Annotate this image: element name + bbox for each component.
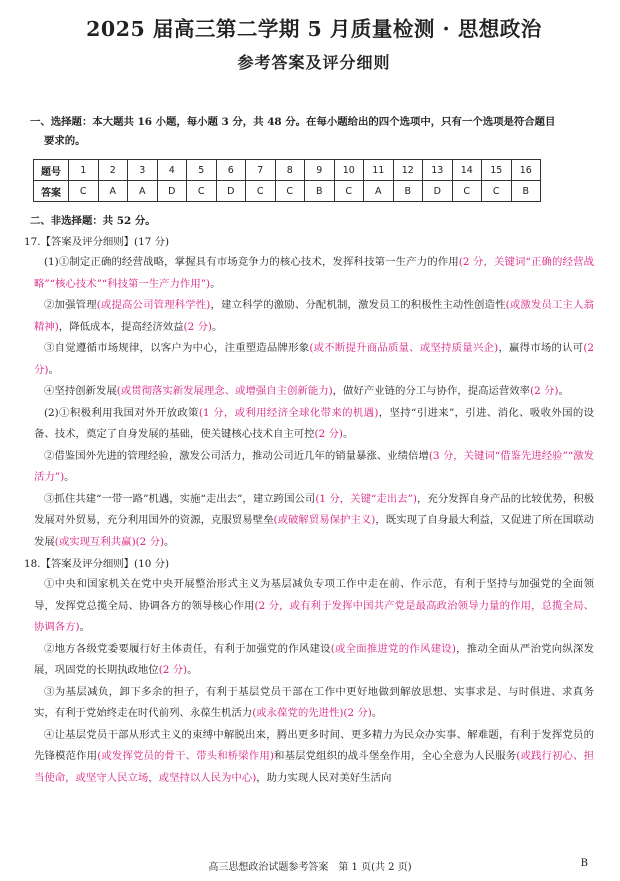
answer-cell: C (452, 181, 482, 202)
answer-cell: C (187, 181, 217, 202)
page-footer (0, 858, 620, 873)
q17-paragraph (34, 446, 594, 489)
answer-text: 。 (164, 535, 175, 548)
q18-paragraph (34, 639, 594, 682)
footer-version: B (580, 858, 588, 869)
answer-text: ③抓住共建“一带一路”机遇，实施“走出去”，建立跨国公司 (44, 492, 316, 505)
q17-paragraph (34, 403, 594, 446)
q17-paragraph (34, 338, 594, 381)
answer-text: ，充分发挥自身产品的比较优势，积极发展对外贸易，充分利用国外的资源，克服贸易壁垒 (34, 492, 594, 526)
scoring-note: (或破解贸易保护主义) (273, 514, 376, 526)
answer-text: (1)①制定正确的经营战略，掌握具有市场竞争力的核心技术，发挥科技第一生产力的作用 (44, 256, 459, 268)
answer-cell: D (423, 181, 453, 202)
answer-text: ④坚持创新发展 (44, 385, 117, 397)
answer-text: ③为基层减负，卸下多余的担子，有利于基层党员干部在工作中更好地做到解放思想、实事求是、与时俱进、求真务实，有利于党始终走在时代前列、永葆生机活力 (34, 685, 594, 719)
page-subtitle: 参考答案及评分细则 (237, 53, 391, 72)
q17-paragraph (34, 252, 594, 295)
question-number-cell: 7 (246, 160, 276, 181)
answer-cell: B (511, 181, 541, 202)
answer-text: ，降低成本，提高经济效益 (58, 320, 184, 333)
question-number-cell: 10 (334, 160, 364, 181)
q17-paragraph (34, 381, 594, 403)
answer-cell: C (69, 181, 99, 202)
scoring-note: (2 分) (314, 428, 343, 440)
answer-text: ①中央和国家机关在党中央开展整治形式主义为基层减负专项工作中走在前、作示范，有利于坚持与加强党的全面领导，发挥党总揽全局、协调各方的领导核心作用 (34, 578, 594, 612)
answer-text: 。 (211, 320, 223, 333)
scoring-note: (或提高公司管理科学性) (96, 299, 211, 311)
answer-text: 和基层党组织的战斗堡垒作用，全心全意为人民服务 (273, 750, 517, 762)
scoring-note: (2 分，或有利于发挥中国共产党是最高政治领导力量的作用，总揽全局、协调各方) (34, 599, 594, 633)
answer-cell: C (275, 181, 305, 202)
question-number-cell: 5 (187, 160, 217, 181)
answer-cell: C (482, 181, 512, 202)
answer-cell: C (334, 181, 364, 202)
scoring-note: (2 分) (158, 664, 188, 676)
question-number-cell: 6 (216, 160, 246, 181)
answer-text: 。 (371, 707, 383, 719)
answer-text: ②地方各级党委要履行好主体责任，有利于加强党的作风建设 (44, 642, 331, 655)
answer-cell: B (393, 181, 423, 202)
answer-cell: B (305, 181, 335, 202)
scoring-note: (或永葆党的先进性)(2 分) (252, 707, 372, 719)
row-label-answer: 答案 (34, 181, 69, 202)
answer-text: ，推动全面从严治党向纵深发展，巩固党的长期执政地位 (34, 642, 595, 676)
answer-cell: A (128, 181, 158, 202)
answer-text: ，坚持“引进来”，引进、消化、吸收外国的设备、技术，奠定了自身发展的基础，使关键核心技术自主可控 (34, 406, 594, 440)
q17-answer (34, 252, 594, 553)
answer-text: 。 (48, 363, 59, 376)
answer-text: 。 (187, 664, 198, 676)
answer-row (34, 181, 541, 202)
scoring-note: (1 分，关键“走出去”) (315, 492, 417, 505)
scoring-note: (2 分，关键词“正确的经营战略”“核心技术”“科技第一生产力作用”) (34, 256, 595, 290)
footer-page-info: 高三思想政治试题参考答案 第 1 页(共 2 页) (208, 862, 412, 873)
question-number-cell: 8 (275, 160, 305, 181)
row-label-question: 题号 (34, 160, 69, 181)
answer-text: 。 (558, 385, 569, 397)
answer-text: 。 (64, 471, 75, 483)
question-number-cell: 3 (128, 160, 158, 181)
answer-text: 。 (79, 621, 91, 633)
answer-table (33, 159, 541, 202)
answer-cell: D (216, 181, 246, 202)
answer-text: 。 (342, 428, 354, 440)
scoring-note: (或不断提升商品质量、或坚持质量兴企) (309, 342, 499, 354)
answer-cell: A (364, 181, 394, 202)
question-number-cell: 11 (364, 160, 394, 181)
q17-paragraph (34, 295, 594, 338)
question-number-cell: 2 (98, 160, 128, 181)
q18-paragraph (34, 725, 594, 790)
scoring-note: (2 分) (34, 342, 595, 376)
answer-cell: A (98, 181, 128, 202)
scoring-note: (2 分) (530, 385, 559, 397)
scoring-note: (3 分，关键词“借鉴先进经验”“激发活力”) (34, 449, 595, 483)
question-number-cell: 1 (69, 160, 99, 181)
page-title: 2025 届高三第二学期 5 月质量检测 · 思想政治 (86, 17, 542, 41)
scoring-note: (2 分) (183, 320, 212, 333)
q17-paragraph (34, 489, 594, 554)
question-number-cell: 13 (423, 160, 453, 181)
question-number-row (34, 160, 541, 181)
answer-text: ，建立科学的激励、分配机制，激发员工的积极性主动性创造性 (210, 299, 506, 311)
answer-text: ②借鉴国外先进的管理经验，激发公司活力，推动公司近几年的销量暴涨、业绩倍增 (44, 449, 429, 462)
question-number-cell: 15 (482, 160, 512, 181)
answer-text: 。 (210, 277, 221, 290)
answer-text: ，做好产业链的分工与协作，提高运营效率 (332, 385, 531, 397)
section1-heading-cont: 要求的。 (44, 135, 86, 147)
scoring-note: (或发挥党员的骨干、带头和桥梁作用) (97, 750, 274, 762)
answer-text: ④让基层党员干部从形式主义的束缚中解脱出来，腾出更多时间、更多精力为民众办实事、解难题，有利于发挥党员的先锋模范作用 (34, 728, 594, 762)
question-number-cell: 16 (511, 160, 541, 181)
scoring-note: (或实现互利共赢)(2 分) (54, 535, 165, 548)
q18-paragraph (34, 574, 594, 639)
answer-text: ②加强管理 (44, 299, 97, 311)
q18-paragraph (34, 682, 594, 725)
question-number-cell: 9 (305, 160, 335, 181)
question-number-cell: 12 (393, 160, 423, 181)
answer-cell: D (157, 181, 187, 202)
q18-heading: 18.【答案及评分细则】(10 分) (24, 558, 170, 570)
q18-answer (34, 574, 594, 789)
q17-heading: 17.【答案及评分细则】(17 分) (24, 236, 170, 248)
question-number-cell: 4 (157, 160, 187, 181)
section2-heading: 二、非选择题：共 52 分。 (30, 215, 156, 227)
answer-text: ，既实现了自身最大利益，又促进了所在国联动发展 (34, 514, 595, 548)
answer-text: ，助力实现人民对美好生活向 (256, 771, 392, 784)
section1-heading: 一、选择题：本大题共 16 小题，每小题 3 分，共 48 分。在每小题给出的四个选项中，只有一个选项是符合题目 (30, 116, 556, 128)
scoring-note: (或激发员工主人翁精神) (34, 299, 594, 333)
scoring-note: (或贯彻落实新发展理念、或增强自主创新能力) (116, 385, 333, 397)
scoring-note: (1 分，或利用经济全球化带来的机遇) (198, 406, 379, 419)
scoring-note: (或践行初心、担当使命，或坚守人民立场，或坚持以人民为中心) (34, 750, 595, 784)
answer-cell: C (246, 181, 276, 202)
answer-text: (2)①积极利用我国对外开放政策 (44, 406, 199, 419)
scoring-note: (或全面推进党的作风建设) (330, 642, 456, 655)
answer-text: ，赢得市场的认可 (498, 342, 584, 354)
question-number-cell: 14 (452, 160, 482, 181)
answer-text: ③自觉遵循市场规律，以客户为中心，注重塑造品牌形象 (44, 342, 310, 354)
